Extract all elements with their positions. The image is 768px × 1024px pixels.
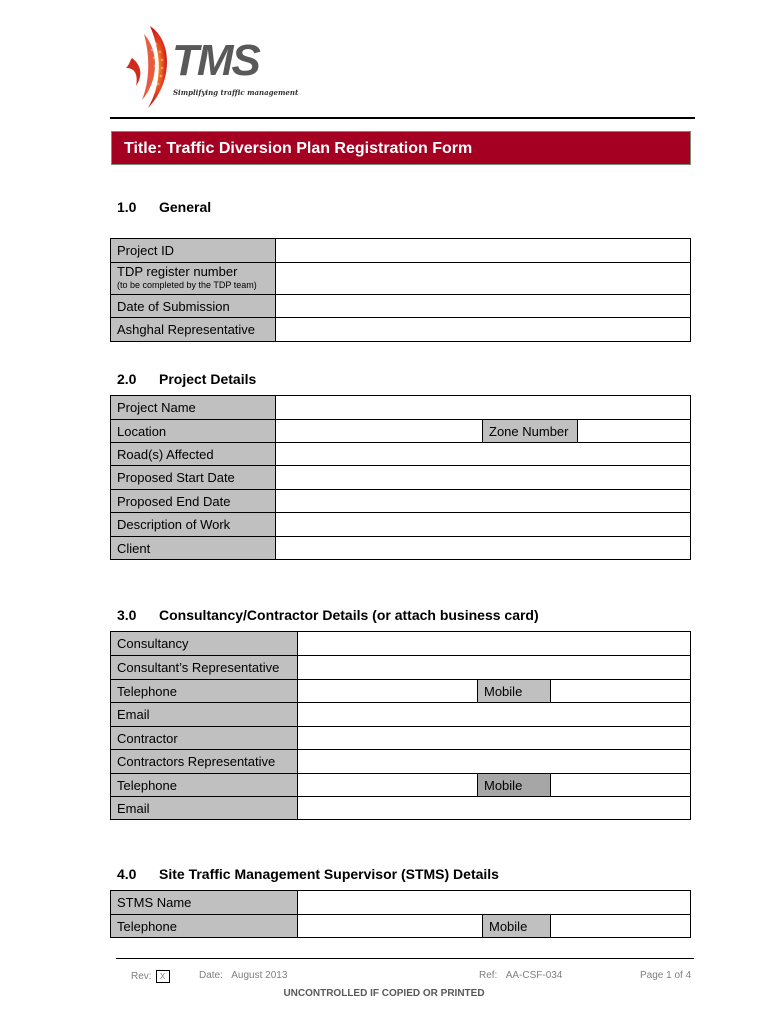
form-title: Title: Traffic Diversion Plan Registration Form	[124, 140, 473, 157]
footer-ref	[479, 970, 562, 981]
contractor-email-field[interactable]	[298, 797, 691, 820]
section-title: Site Traffic Management Supervisor (STMS) Details	[159, 866, 499, 882]
table-row	[111, 490, 691, 513]
mobile-label: Mobile	[483, 915, 551, 938]
section-project-heading	[117, 371, 256, 387]
date-label: Date:	[199, 970, 223, 981]
row-label: Date of Submission	[111, 295, 276, 318]
row-label: Client	[111, 537, 276, 560]
row-label: STMS Name	[111, 891, 298, 915]
row-label: Proposed Start Date	[111, 466, 276, 490]
section-general-heading	[117, 199, 211, 215]
ashghal-representative-field[interactable]	[276, 318, 691, 342]
row-label: Telephone	[111, 774, 298, 797]
table-row	[111, 513, 691, 537]
rev-value-box: X	[156, 970, 170, 983]
row-label: Location	[111, 420, 276, 443]
row-label: TDP register number	[117, 264, 238, 279]
table-row	[111, 396, 691, 420]
section-number: 4.0	[117, 866, 137, 882]
row-label: Email	[111, 797, 298, 820]
project-table	[110, 395, 691, 560]
mobile-label: Mobile	[478, 774, 551, 797]
table-row	[111, 727, 691, 750]
consultancy-table	[110, 631, 691, 820]
title-bar	[111, 131, 691, 165]
table-row	[111, 774, 691, 797]
uncontrolled-notice: UNCONTROLLED IF COPIED OR PRINTED	[283, 988, 485, 999]
row-label: Ashghal Representative	[111, 318, 276, 342]
table-row	[111, 239, 691, 263]
section-consultancy-heading	[117, 607, 539, 623]
rev-label: Rev:	[131, 971, 152, 983]
zone-number-label: Zone Number	[483, 420, 578, 443]
logo-tagline: Simplifying traffic management	[173, 88, 299, 97]
row-label: Description of Work	[111, 513, 276, 537]
tms-logo	[122, 24, 299, 112]
roads-affected-field[interactable]	[276, 443, 691, 466]
footer-rev	[131, 970, 170, 983]
table-row	[111, 703, 691, 727]
project-name-field[interactable]	[276, 396, 691, 420]
table-row	[111, 318, 691, 342]
contractor-mobile-field[interactable]	[551, 774, 691, 797]
date-of-submission-field[interactable]	[276, 295, 691, 318]
table-row	[111, 680, 691, 703]
location-field[interactable]	[276, 420, 483, 443]
proposed-start-date-field[interactable]	[276, 466, 691, 490]
row-label: Consultant’s Representative	[111, 656, 298, 680]
consultant-representative-field[interactable]	[298, 656, 691, 680]
row-label: Proposed End Date	[111, 490, 276, 513]
general-table	[110, 238, 691, 342]
tdp-note: (to be completed by the TDP team)	[117, 280, 257, 290]
table-row	[111, 750, 691, 774]
row-label: Project Name	[111, 396, 276, 420]
contractor-telephone-field[interactable]	[298, 774, 478, 797]
consultancy-field[interactable]	[298, 632, 691, 656]
row-label: Email	[111, 703, 298, 727]
contractor-representative-field[interactable]	[298, 750, 691, 774]
client-field[interactable]	[276, 537, 691, 560]
row-label: Consultancy	[111, 632, 298, 656]
project-id-field[interactable]	[276, 239, 691, 263]
row-label: Contractor	[111, 727, 298, 750]
row-label: Telephone	[111, 680, 298, 703]
section-title: Consultancy/Contractor Details (or attach business card)	[159, 607, 539, 623]
table-row	[111, 891, 691, 915]
stms-mobile-field[interactable]	[551, 915, 691, 938]
section-stms-heading	[117, 866, 499, 882]
tdp-register-number-field[interactable]	[276, 263, 691, 295]
table-row	[111, 656, 691, 680]
section-number: 2.0	[117, 371, 137, 387]
table-row	[111, 295, 691, 318]
contractor-field[interactable]	[298, 727, 691, 750]
consultant-email-field[interactable]	[298, 703, 691, 727]
logo-wordmark: TMS	[172, 36, 259, 85]
footer-date	[199, 970, 287, 981]
row-label: Contractors Representative	[111, 750, 298, 774]
table-row	[111, 263, 691, 295]
section-title: General	[159, 199, 212, 215]
stms-table	[110, 890, 691, 938]
consultant-telephone-field[interactable]	[298, 680, 478, 703]
section-title: Project Details	[159, 371, 257, 387]
description-of-work-field[interactable]	[276, 513, 691, 537]
ref-label: Ref:	[479, 970, 498, 981]
table-row	[111, 466, 691, 490]
table-row	[111, 915, 691, 938]
table-row	[111, 443, 691, 466]
footer-divider	[116, 958, 694, 959]
stms-name-field[interactable]	[298, 891, 691, 915]
header-divider	[110, 117, 695, 119]
row-label-tdp	[111, 263, 276, 295]
table-row	[111, 420, 691, 443]
section-number: 3.0	[117, 607, 137, 623]
row-label: Project ID	[111, 239, 276, 263]
proposed-end-date-field[interactable]	[276, 490, 691, 513]
row-label: Telephone	[111, 915, 298, 938]
ref-value: AA-CSF-034	[505, 970, 563, 981]
table-row	[111, 797, 691, 820]
stms-telephone-field[interactable]	[298, 915, 483, 938]
mobile-label: Mobile	[478, 680, 551, 703]
consultant-mobile-field[interactable]	[551, 680, 691, 703]
zone-number-field[interactable]	[578, 420, 691, 443]
table-row	[111, 537, 691, 560]
table-row	[111, 632, 691, 656]
section-number: 1.0	[117, 199, 137, 215]
page-number: Page 1 of 4	[640, 970, 692, 981]
row-label: Road(s) Affected	[111, 443, 276, 466]
date-value: August 2013	[231, 970, 288, 981]
